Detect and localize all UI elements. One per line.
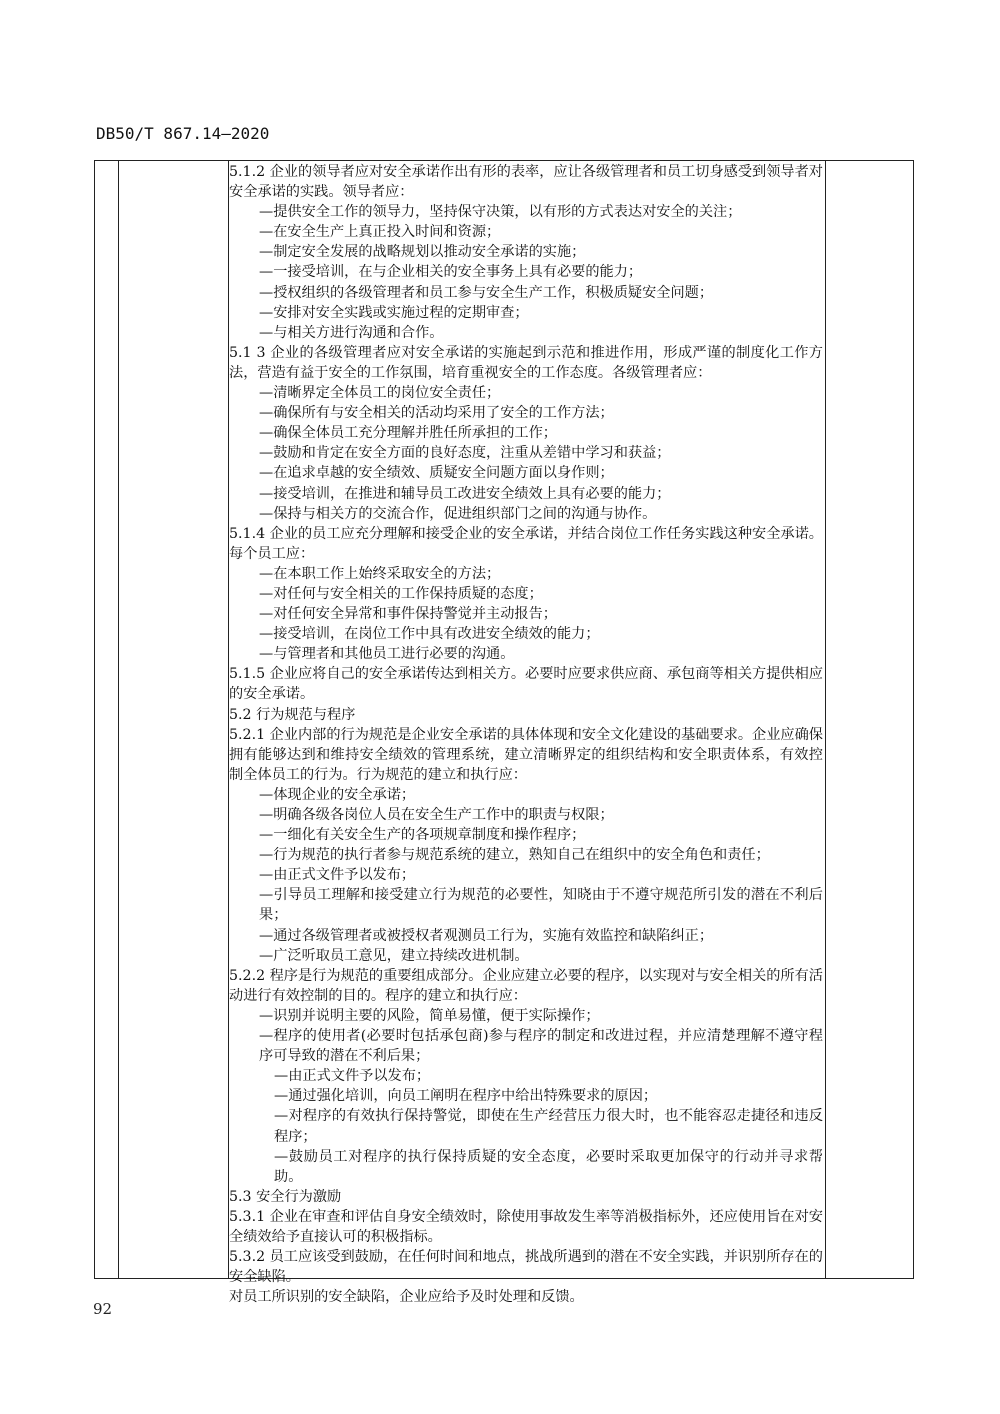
clause-paragraph: 5.2.1 企业内部的行为规范是企业安全承诺的具体体现和安全文化建设的基础要求。企业应确保拥有能够达到和维持安全绩效的管理系统，建立清晰界定的组织结构和安全职责体系，有效控制全体员工的行为。行为规范的建立和执行应： xyxy=(229,726,823,783)
list-item: —通过各级管理者或被授权者观测员工行为，实施有效监控和缺陷纠正； xyxy=(259,927,714,944)
list-item: —由正式文件予以发布； xyxy=(259,867,416,884)
clause-paragraph: 5.2 行为规范与程序 xyxy=(229,706,356,723)
list-item: —广泛听取员工意见，建立持续改进机制。 xyxy=(259,947,529,964)
list-item: —与相关方进行沟通和合作。 xyxy=(259,324,444,341)
list-item: —由正式文件予以发布； xyxy=(274,1068,431,1085)
list-item: —行为规范的执行者参与规范系统的建立，熟知自己在组织中的安全角色和责任； xyxy=(259,847,770,864)
clause-paragraph: 5.3.2 员工应该受到鼓励，在任何时间和地点，挑战所遇到的潜在不安全实践，并识别所存在的安全缺陷。 xyxy=(229,1249,823,1286)
requirements-text-cell xyxy=(229,162,823,1307)
list-item: —在本职工作上始终采取安全的方法； xyxy=(259,565,501,582)
list-item: —接受培训，在岗位工作中具有改进安全绩效的能力； xyxy=(259,626,600,643)
clause-paragraph: 对员工所识别的安全缺陷，企业应给予及时处理和反馈。 xyxy=(229,1289,584,1306)
list-item: —确保所有与安全相关的活动均采用了安全的工作方法； xyxy=(259,405,614,422)
list-item: —接受培训，在推进和辅导员工改进安全绩效上具有必要的能力； xyxy=(259,485,671,502)
clause-paragraph: 5.1.5 企业应将自己的安全承诺传达到相关方。必要时应要求供应商、承包商等相关方提供相应的安全承诺。 xyxy=(229,666,823,703)
clause-paragraph: 5.1.2 企业的领导者应对安全承诺作出有形的表率，应让各级管理者和员工切身感受到领导者对安全承诺的实践。领导者应： xyxy=(229,164,823,201)
column-divider-3 xyxy=(825,160,826,1279)
table-left-border xyxy=(94,160,95,1279)
list-item: —体现企业的安全承诺； xyxy=(259,786,416,803)
column-divider-1 xyxy=(118,160,119,1279)
list-item: —对任何安全异常和事件保持警觉并主动报告； xyxy=(259,606,557,623)
list-item: —与管理者和其他员工进行必要的沟通。 xyxy=(259,646,515,663)
clause-paragraph: 5.2.2 程序是行为规范的重要组成部分。企业应建立必要的程序，以实现对与安全相关的所有活动进行有效控制的目的。程序的建立和执行应： xyxy=(229,967,823,1004)
document-code: DB50/T 867.14—2020 xyxy=(96,124,270,143)
list-item: —在追求卓越的安全绩效、质疑安全问题方面以身作则； xyxy=(259,465,614,482)
list-item: —保持与相关方的交流合作，促进组织部门之间的沟通与协作。 xyxy=(259,505,657,522)
list-item: —清晰界定全体员工的岗位安全责任； xyxy=(259,385,501,402)
list-item: —鼓励和肯定在安全方面的良好态度，注重从差错中学习和获益； xyxy=(259,445,671,462)
list-item: —通过强化培训，向员工阐明在程序中给出特殊要求的原因； xyxy=(274,1088,658,1105)
list-item: —识别并说明主要的风险，简单易懂，便于实际操作； xyxy=(259,1007,600,1024)
list-item: —鼓励员工对程序的执行保持质疑的安全态度，必要时采取更加保守的行动并寻求帮助。 xyxy=(274,1148,823,1185)
list-item: —一细化有关安全生产的各项规章制度和操作程序； xyxy=(259,827,586,844)
list-item: —明确各级各岗位人员在安全生产工作中的职责与权限； xyxy=(259,807,614,823)
list-item: —对程序的有效执行保持警觉，即使在生产经营压力很大时，也不能容忍走捷径和违反程序； xyxy=(274,1108,823,1145)
table-right-border xyxy=(913,160,914,1279)
page-number: 92 xyxy=(93,1300,113,1318)
list-item: —安排对安全实践或实施过程的定期审查； xyxy=(259,304,529,321)
table-top-border xyxy=(94,160,914,161)
list-item: —对任何与安全相关的工作保持质疑的态度； xyxy=(259,585,543,602)
clause-paragraph: 5.3.1 企业在审查和评估自身安全绩效时，除使用事故发生率等消极指标外，还应使用旨在对安全绩效给予直接认可的积极指标。 xyxy=(229,1208,823,1245)
list-item: —提供安全工作的领导力，坚持保守决策，以有形的方式表达对安全的关注； xyxy=(259,204,742,221)
clause-paragraph: 5.3 安全行为激励 xyxy=(229,1188,342,1205)
list-item: —在安全生产上真正投入时间和资源； xyxy=(259,224,501,241)
list-item: —一接受培训，在与企业相关的安全事务上具有必要的能力； xyxy=(259,264,643,281)
list-item: —程序的使用者(必要时包括承包商)参与程序的制定和改进过程，并应清楚理解不遵守程序可导致的潜在不利后果； xyxy=(259,1028,823,1065)
list-item: —授权组织的各级管理者和员工参与安全生产工作，积极质疑安全问题； xyxy=(259,284,714,301)
clause-paragraph: 5.1.4 企业的员工应充分理解和接受企业的安全承诺，并结合岗位工作任务实践这种安全承诺。每个员工应： xyxy=(229,525,823,562)
list-item: —制定安全发展的战略规划以推动安全承诺的实施； xyxy=(259,244,586,261)
list-item: —确保全体员工充分理解并胜任所承担的工作； xyxy=(259,425,557,442)
list-item: —引导员工理解和接受建立行为规范的必要性，知晓由于不遵守规范所引发的潜在不利后果； xyxy=(259,887,823,924)
clause-paragraph: 5.1 3 企业的各级管理者应对安全承诺的实施起到示范和推进作用，形成严谨的制度化工作方法，营造有益于安全的工作氛围，培育重视安全的工作态度。各级管理者应： xyxy=(229,344,823,381)
